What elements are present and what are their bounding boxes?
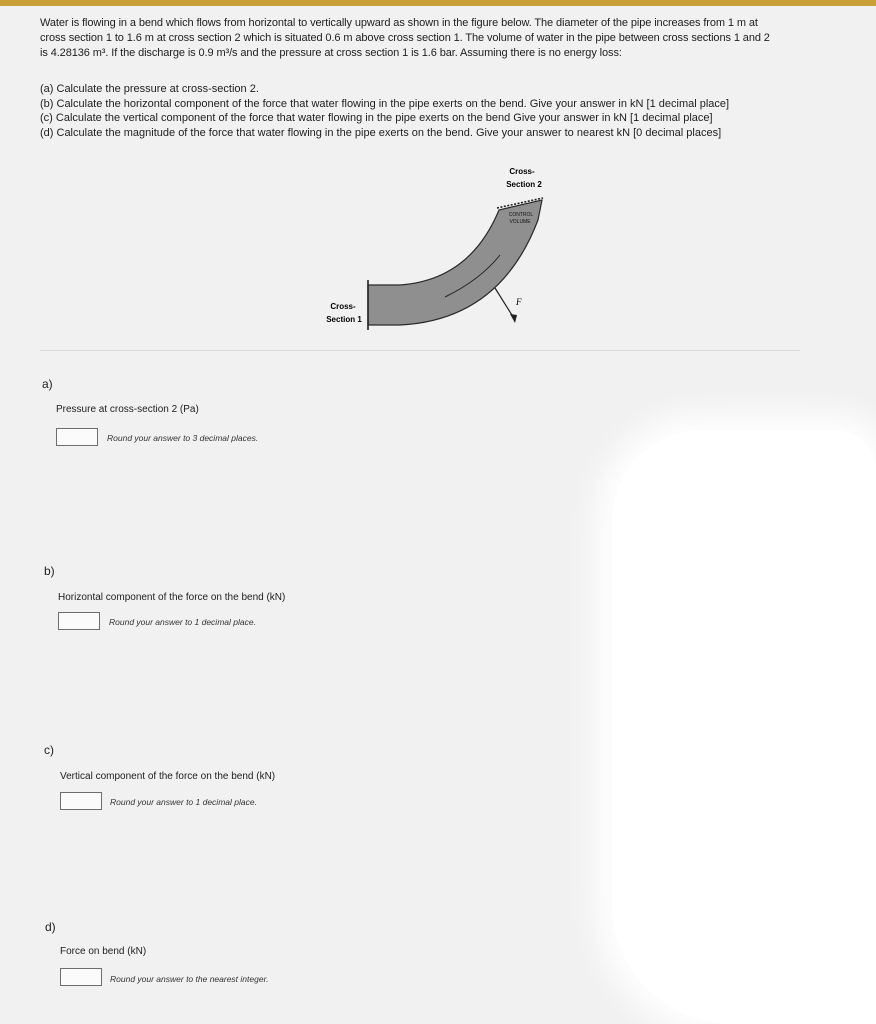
top-accent-bar bbox=[0, 0, 876, 6]
force-magnitude-answer-input[interactable] bbox=[60, 968, 102, 986]
control-volume-label-line-2: VOLUME bbox=[509, 219, 531, 225]
pipe-bend-svg bbox=[310, 160, 570, 340]
force-arrowhead bbox=[510, 314, 517, 323]
problem-line-3: is 4.28136 m³. If the discharge is 0.9 m³/s and the pressure at cross section 1 is 1.6 bar. Assuming there is no energy loss: bbox=[40, 47, 622, 59]
control-volume-label-line-1: CONTROL bbox=[508, 212, 534, 218]
problem-line-1: Water is flowing in a bend which flows from horizontal to vertically upward as shown in the figure below. The diameter of the pipe increases from 1 m at bbox=[40, 17, 758, 29]
question-d-label: Force on bend (kN) bbox=[60, 946, 147, 957]
question-b-hint: Round your answer to 1 decimal place. bbox=[109, 617, 256, 627]
screen-glare bbox=[612, 430, 876, 1024]
cross-section-1-label-line-2: Section 1 bbox=[326, 315, 362, 324]
question-d-letter: d) bbox=[45, 920, 56, 934]
part-c-text: (c) Calculate the vertical component of the force that water flowing in the pipe exerts on the bend Give your answer in kN [1 decimal place] bbox=[40, 112, 713, 124]
question-a-label: Pressure at cross-section 2 (Pa) bbox=[56, 404, 199, 415]
force-label: F bbox=[516, 297, 522, 307]
question-c-label: Vertical component of the force on the bend (kN) bbox=[60, 771, 276, 782]
question-c-letter: c) bbox=[44, 743, 54, 757]
question-b-letter: b) bbox=[44, 564, 55, 578]
question-a-hint: Round your answer to 3 decimal places. bbox=[107, 433, 259, 443]
part-d-text: (d) Calculate the magnitude of the force that water flowing in the pipe exerts on the bend. Give your answer to nearest kN [0 decimal places] bbox=[40, 126, 722, 139]
question-c-hint: Round your answer to 1 decimal place. bbox=[110, 797, 257, 807]
pressure-answer-input[interactable] bbox=[56, 428, 98, 446]
pipe-bend-diagram bbox=[310, 160, 570, 340]
cross-section-2-label-line-1: Cross- bbox=[509, 167, 535, 176]
cross-section-2-label-line-2: Section 2 bbox=[506, 180, 542, 189]
cross-section-1-label-line-1: Cross- bbox=[330, 302, 356, 311]
part-b-text: (b) Calculate the horizontal component of the force that water flowing in the pipe exerts on the bend. Give your answer in kN [1 decimal place] bbox=[40, 97, 730, 110]
question-d-hint: Round your answer to the nearest integer. bbox=[110, 974, 269, 984]
vertical-force-answer-input[interactable] bbox=[60, 792, 102, 810]
problem-line-2: cross section 1 to 1.6 m at cross section 2 which is situated 0.6 m above cross section 1. The volume of water in the pipe between cross sections 1 and 2 bbox=[40, 32, 770, 44]
question-b-label: Horizontal component of the force on the bend (kN) bbox=[58, 592, 286, 603]
section-divider bbox=[40, 350, 800, 351]
part-a-text: (a) Calculate the pressure at cross-section 2. bbox=[40, 83, 259, 95]
horizontal-force-answer-input[interactable] bbox=[58, 612, 100, 630]
problem-statement bbox=[40, 16, 850, 61]
question-a-letter: a) bbox=[42, 377, 53, 391]
question-parts-list bbox=[40, 82, 820, 140]
